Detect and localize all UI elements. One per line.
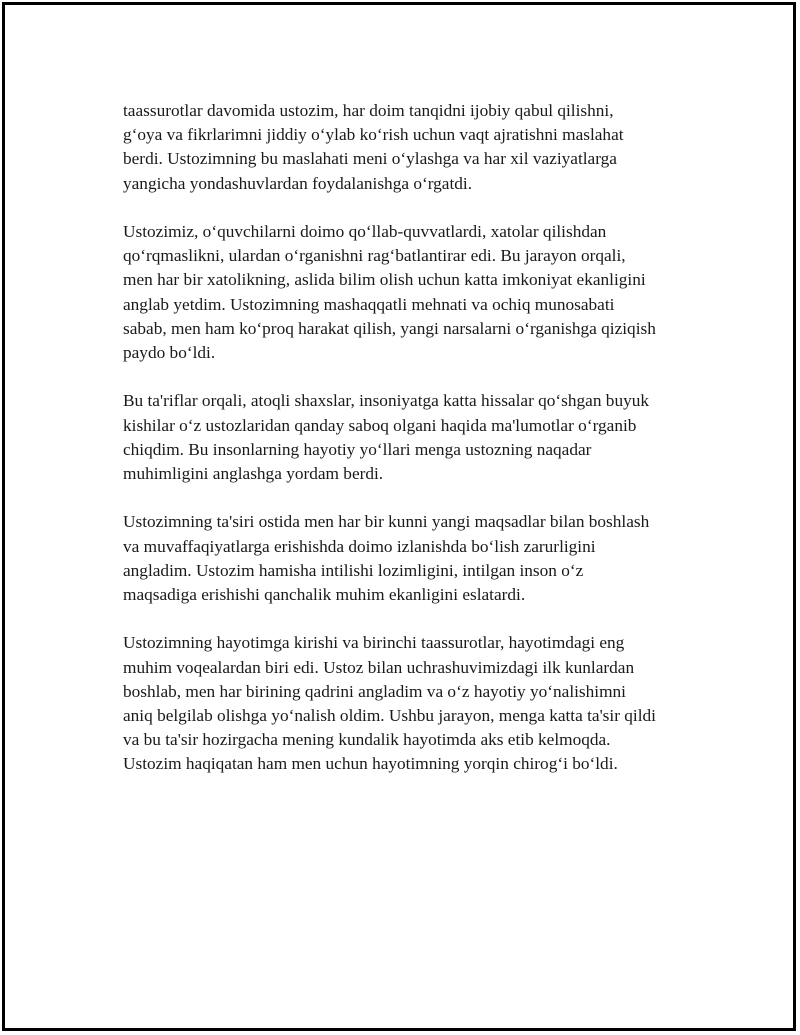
text-line: muhimligini anglashga yordam berdi. (123, 464, 384, 484)
text-line: berdi. Ustozimning bu maslahati meni o‘ylashga va har xil vaziyatlarga (123, 149, 617, 169)
text-line: va muvaffaqiyatlarga erishishda doimo izlanishda bo‘lish zarurligini (123, 536, 596, 556)
text-line: boshlab, men har birining qadrini angladim va o‘z hayotiy yo‘nalishimni (123, 681, 626, 701)
text-line: g‘oya va fikrlarimni jiddiy o‘ylab ko‘rish uchun vaqt ajratishni maslahat (123, 125, 624, 145)
text-line: sabab, men ham ko‘proq harakat qilish, yangi narsalarni o‘rganishga qiziqish (123, 318, 656, 338)
text-line: yangicha yondashuvlardan foydalanishga o‘rgatdi. (123, 173, 473, 193)
text-line: anglab yetdim. Ustozimning mashaqqatli mehnati va ochiq munosabati (123, 294, 615, 314)
text-line: aniq belgilab olishga yo‘nalish oldim. Ushbu jarayon, menga katta ta'sir qildi (123, 706, 656, 726)
document-body (123, 99, 713, 801)
text-line: chiqdim. Bu insonlarning hayotiy yo‘llari menga ustozning naqadar (123, 439, 592, 459)
text-line: Ustozimning ta'siri ostida men har bir kunni yangi maqsadlar bilan boshlash (123, 512, 650, 532)
text-line: paydo bo‘ldi. (123, 343, 216, 363)
text-line: Ustozimning hayotimga kirishi va birinchi taassurotlar, hayotimdagi eng (123, 633, 625, 653)
text-line: men har bir xatolikning, aslida bilim olish uchun katta imkoniyat ekanligini (123, 270, 646, 290)
text-line: kishilar o‘z ustozlaridan qanday saboq olgani haqida ma'lumotlar o‘rganib (123, 415, 637, 435)
paragraph-3 (123, 389, 713, 486)
text-line: qo‘rqmaslikni, ulardan o‘rganishni rag‘batlantirar edi. Bu jarayon orqali, (123, 246, 626, 266)
text-line: angladim. Ustozim hamisha intilishi lozimligini, intilgan inson o‘z (123, 560, 584, 580)
text-line: maqsadiga erishishi qanchalik muhim ekanligini eslatardi. (123, 585, 526, 605)
text-line: va bu ta'sir hozirgacha mening kundalik hayotimda aks etib kelmoqda. (123, 730, 611, 750)
page-frame (2, 2, 796, 1031)
text-line: Bu ta'riflar orqali, atoqli shaxslar, insoniyatga katta hissalar qo‘shgan buyuk (123, 391, 650, 411)
paragraph-1 (123, 99, 713, 196)
text-line: Ustozim haqiqatan ham men uchun hayotimning yorqin chirog‘i bo‘ldi. (123, 754, 618, 774)
text-line: taassurotlar davomida ustozim, har doim tanqidni ijobiy qabul qilishni, (123, 101, 614, 120)
paragraph-5 (123, 631, 713, 776)
text-line: muhim voqealardan biri edi. Ustoz bilan uchrashuvimizdagi ilk kunlardan (123, 657, 635, 677)
paragraph-2 (123, 220, 713, 365)
text-line: Ustozimiz, o‘quvchilarni doimo qo‘llab-quvvatlardi, xatolar qilishdan (123, 222, 607, 241)
paragraph-4 (123, 510, 713, 607)
